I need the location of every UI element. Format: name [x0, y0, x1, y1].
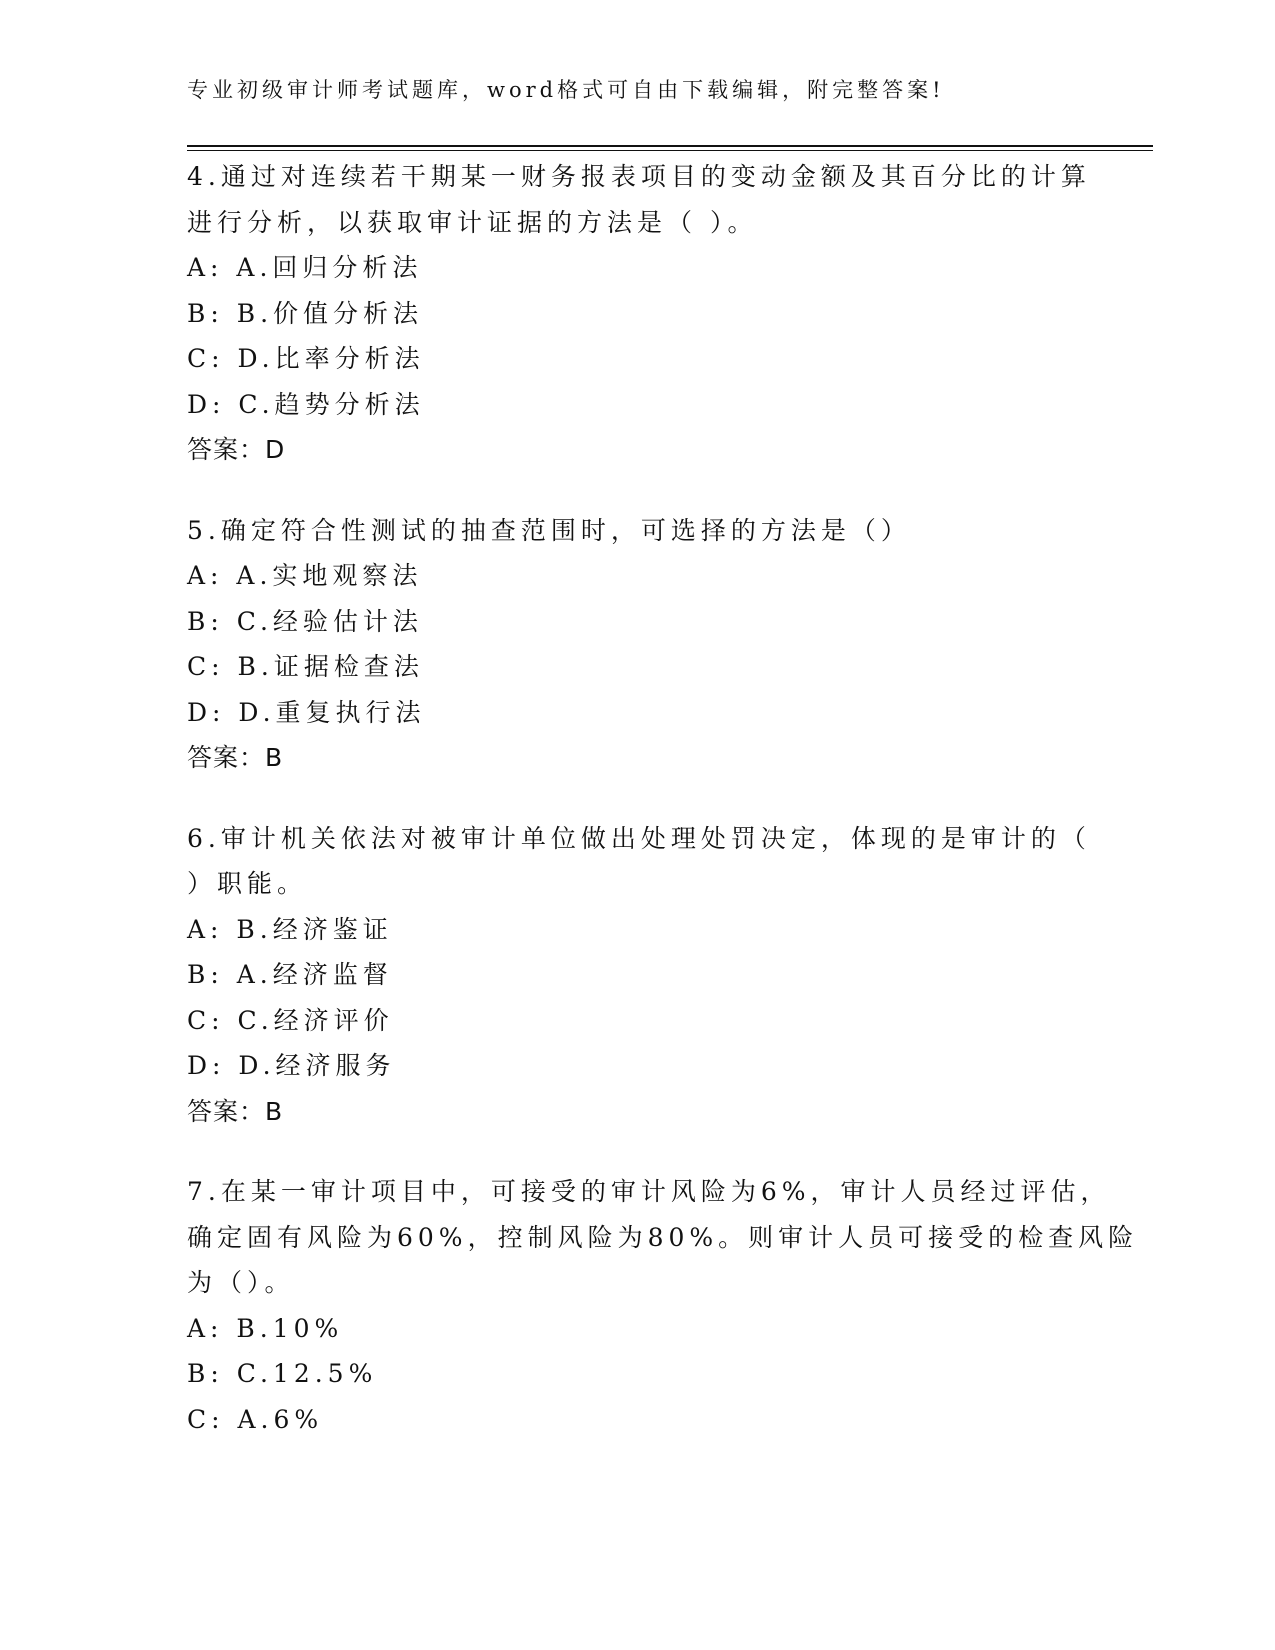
option-a: A: A.实地观察法 — [187, 561, 423, 590]
question-list — [187, 154, 1139, 1477]
question-text-line: 7.在某一审计项目中，可接受的审计风险为6%，审计人员经过评估， — [187, 1177, 1111, 1206]
option-c: C: B.证据检查法 — [187, 652, 424, 681]
option-d: D: D.经济服务 — [187, 1051, 396, 1080]
option-c: C: C.经济评价 — [187, 1005, 394, 1035]
question-6 — [187, 816, 1091, 1135]
question-text-line: 确定固有风险为60%，控制风险为80%。则审计人员可接受的检查风险 — [187, 1222, 1139, 1252]
option-a: A: A.回归分析法 — [187, 253, 423, 282]
header-divider — [187, 145, 1153, 151]
question-text-line: 5.确定符合性测试的抽查范围时，可选择的方法是（） — [187, 515, 911, 545]
option-b: B: B.价值分析法 — [187, 298, 424, 328]
option-c: C: D.比率分析法 — [187, 344, 425, 373]
option-d: D: C.趋势分析法 — [187, 389, 425, 419]
question-text-line: 4.通过对连续若干期某一财务报表项目的变动金额及其百分比的计算 — [187, 162, 1091, 191]
option-b: B: C.12.5% — [187, 1359, 378, 1388]
option-c: C: A.6% — [187, 1404, 324, 1434]
question-7 — [187, 1169, 1139, 1442]
question-4 — [187, 154, 1091, 473]
option-d: D: D.重复执行法 — [187, 697, 426, 727]
question-text-line: 为（）。 — [187, 1268, 295, 1297]
question-text-line: 6.审计机关依法对被审计单位做出处理处罚决定，体现的是审计的（ — [187, 823, 1091, 853]
option-b: B: A.经济监督 — [187, 960, 393, 989]
answer: 答案：B — [187, 1096, 284, 1126]
option-a: A: B.经济鉴证 — [187, 914, 393, 944]
option-a: A: B.10% — [187, 1313, 344, 1343]
question-text-line: ）职能。 — [187, 869, 308, 898]
question-5 — [187, 508, 1087, 781]
question-text-line: 进行分析，以获取审计证据的方法是（ ）。 — [187, 207, 758, 237]
page-header: 专业初级审计师考试题库，word格式可自由下载编辑，附完整答案! — [187, 78, 945, 102]
option-b: B: C.经验估计法 — [187, 606, 423, 636]
answer: 答案：D — [187, 435, 286, 464]
answer: 答案：B — [187, 743, 284, 772]
